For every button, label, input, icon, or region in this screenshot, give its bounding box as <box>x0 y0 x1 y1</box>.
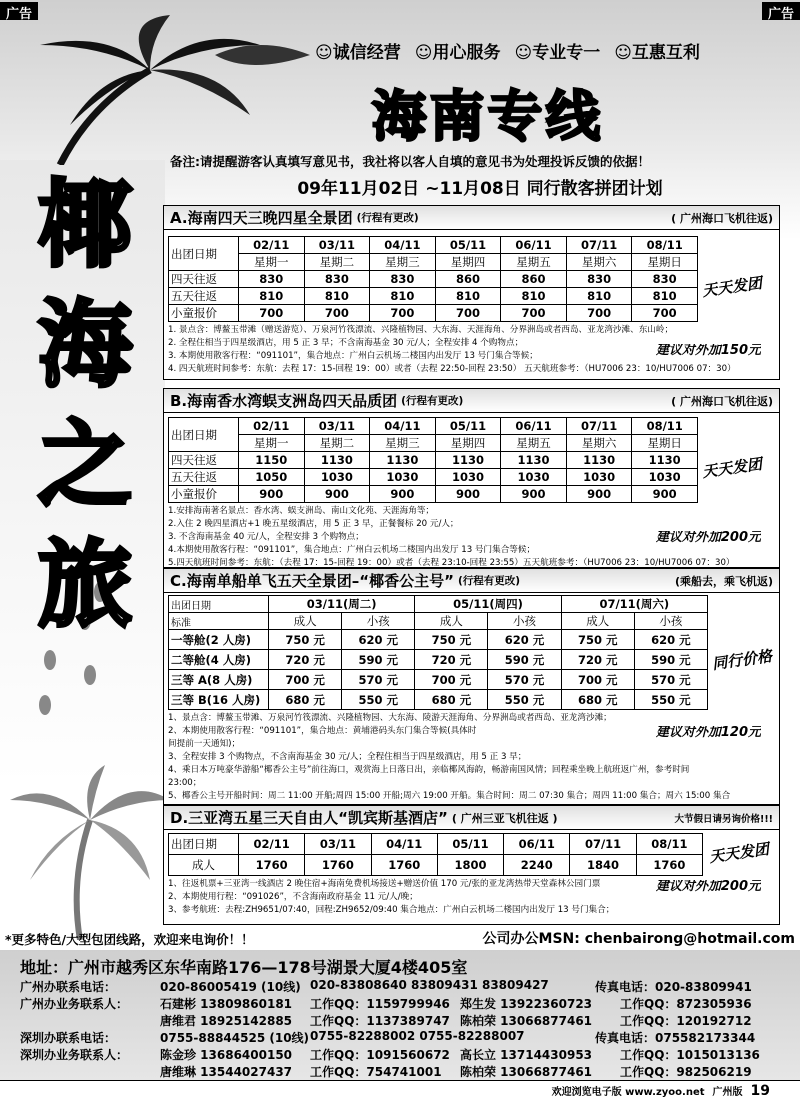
section-b-table <box>168 417 698 503</box>
note-line: 3、参考航班：去程:ZH9651/07:40，回程:ZH9652/09:40 集合地点：广州白云机场二楼国内出发厅 13 号门集合； <box>168 905 615 915</box>
date-cell: 05/11 <box>437 834 503 855</box>
date-cell: 04/11 <box>370 418 436 435</box>
contact-row <box>20 978 795 995</box>
price-cell: 680 元 <box>561 690 634 710</box>
date-cell: 05/11 <box>435 237 501 254</box>
contact-label: 深圳办业务联系人： <box>20 1048 129 1062</box>
contact-person: 陈金珍 13686400150 <box>160 1048 293 1062</box>
slogan-3: ☺专业专一 <box>514 43 601 63</box>
contact-phone: 020-86005419 (10线) <box>160 980 301 994</box>
price-cell: 1030 <box>501 469 567 486</box>
section-c-name: C.海南单船单飞五天全景团–“椰香公主号” <box>170 572 454 590</box>
note-line: 间提前一天通知)； <box>168 739 241 749</box>
section-a-table <box>168 236 698 322</box>
contact-person: 陈柏荣 13066877461 <box>460 1065 593 1079</box>
row-label: 小童报价 <box>169 486 239 503</box>
contact-row <box>20 1063 795 1080</box>
contact-qq: 工作QQ：982506219 <box>620 1065 752 1079</box>
note-line: 2、本期使用行程：“091026”，不含海南政府基金 11 元/人/晚； <box>168 892 418 902</box>
price-cell: 750 元 <box>269 630 342 650</box>
date-cell: 03/11 <box>305 834 371 855</box>
section-a-update: (行程有更改) <box>356 212 419 224</box>
date-cell: 07/11 <box>566 418 632 435</box>
section-a-notes <box>164 322 779 378</box>
price-cell: 900 <box>370 486 436 503</box>
ad-label-left: 广告 <box>0 2 38 20</box>
contact-person: 郑生发 13922360723 <box>460 997 593 1011</box>
price-cell: 620 元 <box>634 630 707 650</box>
row-label: 一等舱(2 人房) <box>169 630 269 650</box>
contact-qq: 工作QQ：754741001 <box>310 1065 442 1079</box>
contact-person: 高长立 13714430953 <box>460 1048 593 1062</box>
date-cell: 02/11 <box>239 418 305 435</box>
section-d-holiday-note: 大节假日请另询价格!!! <box>674 813 773 825</box>
recommend-price: 建议对外加200元 <box>655 880 761 893</box>
date-cell: 06/11 <box>504 834 570 855</box>
weekday-cell: 星期一 <box>239 254 305 271</box>
row-label: 四天往返 <box>169 271 239 288</box>
price-cell: 1130 <box>632 452 698 469</box>
page-number: 19 <box>750 1082 770 1099</box>
note-line: 2.入住 2 晚四星酒店+1 晚五星级酒店，用 5 正 3 早，正餐餐标 20 元/人； <box>168 519 459 529</box>
note-line: 23:00； <box>168 778 202 788</box>
contact-person: 唐维君 18925142885 <box>160 1014 293 1028</box>
section-c-table <box>168 595 708 710</box>
slogan-4: ☺互惠互利 <box>614 43 700 63</box>
note-line: 3、全程安排 3 个购物点，不含南海基金 30 元/人；全程住相当于四星级酒店，用 5 正 3 早； <box>168 752 527 762</box>
price-cell: 900 <box>632 486 698 503</box>
price-cell: 860 <box>501 271 567 288</box>
child-label: 小孩 <box>342 613 415 630</box>
weekday-cell: 星期二 <box>304 254 370 271</box>
price-cell: 1130 <box>435 452 501 469</box>
date-cell: 03/11 <box>304 418 370 435</box>
note-line: 2、本期使用散客行程：“091101”，集合地点：黄埔港码头东门集合等候(具体时 <box>168 726 477 736</box>
slogan-1: ☺诚信经营 <box>315 43 401 63</box>
price-cell: 1050 <box>239 469 305 486</box>
recommend-price: 建议对外加150元 <box>655 344 761 357</box>
price-cell: 900 <box>501 486 567 503</box>
price-cell: 900 <box>239 486 305 503</box>
date-cell: 02/11 <box>239 237 305 254</box>
table-row <box>169 288 698 305</box>
note-line: 3. 不含海南基金 40 元/人，全程安排 3 个购物点； <box>168 532 364 542</box>
contact-fax: 传真电话：020-83809941 <box>595 980 752 994</box>
table-row <box>169 650 708 670</box>
contact-label: 广州办联系电话： <box>20 980 117 994</box>
notice: 备注:请提醒游客认真填写意见书，我社将以客人自填的意见书为处理投诉反馈的依据！ <box>170 154 651 169</box>
palm-tree-top-icon <box>0 15 330 165</box>
note-line: 1. 景点含：博鳌玉带滩（赠送游览）、万泉河竹筏漂流、兴隆植物园、大东海、天涯海角、分界洲岛或者西岛、亚龙湾沙滩、东山岭； <box>168 325 674 335</box>
table-row <box>169 305 698 322</box>
note-line: 2. 全程住相当于四星级酒店，用 5 正 3 早；不含南海基金 30 元/人；全程安排 4 个购物点； <box>168 338 524 348</box>
weekday-cell: 星期日 <box>632 435 698 452</box>
vertical-title-2: 海 <box>37 290 132 400</box>
table-row <box>169 670 708 690</box>
date-cell: 04/11 <box>370 237 436 254</box>
date-cell: 07/11 <box>566 237 632 254</box>
recommend-price: 建议对外加120元 <box>655 726 761 739</box>
row-label: 五天往返 <box>169 288 239 305</box>
price-cell: 810 <box>239 288 305 305</box>
price-cell: 700 <box>566 305 632 322</box>
contact-fax: 传真电话：075582173344 <box>595 1031 756 1045</box>
contact-label <box>20 1063 160 1080</box>
date-cell: 06/11 <box>501 418 567 435</box>
price-cell: 830 <box>370 271 436 288</box>
date-cell: 03/11 <box>304 237 370 254</box>
price-cell: 1130 <box>501 452 567 469</box>
section-d-name: D.三亚湾五星三天自由人“凯宾斯基酒店” <box>170 809 448 827</box>
price-cell: 1840 <box>570 855 636 876</box>
date-cell: 04/11 <box>371 834 437 855</box>
contact-row <box>20 1029 795 1046</box>
date-cell: 05/11 <box>435 418 501 435</box>
note-line: 3. 本期使用散客行程：“091101”，集合地点：广州白云机场二楼国内出发厅 13 号门集合等候； <box>168 351 538 361</box>
price-cell: 570 元 <box>342 670 415 690</box>
head-top: 出团日期 <box>169 596 269 613</box>
price-cell: 590 元 <box>634 650 707 670</box>
daily-departure-label: 天天发团 <box>708 839 771 867</box>
price-cell: 810 <box>501 288 567 305</box>
section-b-name: B.海南香水湾蜈支洲岛四天品质团 <box>170 392 398 410</box>
contact-qq: 工作QQ：1091560672 <box>310 1048 450 1062</box>
note-line: 4.本期使用散客行程：“091101”，集合地点：广州白云机场二楼国内出发厅 13 号门集合等候； <box>168 545 536 555</box>
price-cell: 860 <box>435 271 501 288</box>
price-cell: 900 <box>435 486 501 503</box>
contact-phone: 020-83808640 83809431 83809427 <box>310 978 549 992</box>
row-label: 三等 A(8 人房) <box>169 670 269 690</box>
price-cell: 810 <box>304 288 370 305</box>
section-b-header <box>164 389 779 413</box>
section-d-table <box>168 833 703 876</box>
ad-label-right: 广告 <box>762 2 800 20</box>
price-cell: 550 元 <box>634 690 707 710</box>
row-label: 成人 <box>169 855 239 876</box>
contact-label: 广州办业务联系人： <box>20 997 129 1011</box>
contact-label <box>20 1012 160 1029</box>
price-cell: 720 元 <box>415 650 488 670</box>
table-row <box>169 630 708 650</box>
section-c-update: (行程有更改) <box>457 575 521 587</box>
price-cell: 570 元 <box>634 670 707 690</box>
child-label: 小孩 <box>634 613 707 630</box>
section-c-route: (乘船去，乘飞机返) <box>674 574 773 588</box>
row-label: 五天往返 <box>169 469 239 486</box>
table-row <box>169 486 698 503</box>
table-row <box>169 271 698 288</box>
price-cell: 1800 <box>437 855 503 876</box>
note-line: 1、景点含：博鳌玉带滩、万泉河竹筏漂流、兴隆植物园、大东海、陵游天涯海角、分界洲岛或者西岛、亚龙湾沙滩； <box>168 713 612 723</box>
price-cell: 620 元 <box>342 630 415 650</box>
page-footer <box>0 1080 800 1100</box>
weekday-cell: 星期四 <box>435 254 501 271</box>
price-cell: 700 <box>370 305 436 322</box>
palm-tree-bottom-icon <box>10 760 170 940</box>
subtitle: 09年11月02日 ~11月08日 同行散客拼团计划 <box>297 179 663 199</box>
note-line: 5、椰香公主号开船时间：周二 11:00 开船;周四 15:00 开船;周六 19:00 开船。集合时间：周二 07:30 集合；周四 11:00 集合；周六 15:00 集合 <box>168 791 731 801</box>
adult-label: 成人 <box>561 613 634 630</box>
contact-row <box>20 1046 795 1063</box>
contact-row <box>20 995 795 1012</box>
adult-label: 成人 <box>269 613 342 630</box>
child-label: 小孩 <box>488 613 561 630</box>
date-cell: 07/11 <box>570 834 636 855</box>
price-cell: 810 <box>632 288 698 305</box>
note-line: 4、乘日本万吨豪华游船“椰香公主号”前往海口，观赏海上日落日出，亲临椰风海韵，畅游南国风情；回程乘坐晚上航班返广州，参考时间 <box>168 765 690 775</box>
head-label: 出团日期 <box>169 418 239 452</box>
price-cell: 700 <box>304 305 370 322</box>
contact-phone: 0755-88844525 (10线) <box>160 1031 310 1045</box>
table-row <box>169 690 708 710</box>
weekday-cell: 星期三 <box>370 435 436 452</box>
price-cell: 830 <box>239 271 305 288</box>
price-cell: 700 <box>501 305 567 322</box>
row-label: 三等 B(16 人房) <box>169 690 269 710</box>
price-cell: 900 <box>566 486 632 503</box>
price-cell: 1760 <box>305 855 371 876</box>
weekday-cell: 星期四 <box>435 435 501 452</box>
price-cell: 810 <box>566 288 632 305</box>
price-cell: 720 元 <box>269 650 342 670</box>
head-bottom: 标准 <box>169 613 269 630</box>
price-cell: 1130 <box>304 452 370 469</box>
contact-label: 深圳办联系电话： <box>20 1031 117 1045</box>
contact-qq: 工作QQ：1015013136 <box>620 1048 760 1062</box>
price-cell: 1130 <box>370 452 436 469</box>
vertical-title-4: 旅 <box>37 530 132 640</box>
section-b-route: ( 广州海口飞机往返) <box>671 394 773 408</box>
price-cell: 830 <box>566 271 632 288</box>
price-cell: 700 <box>632 305 698 322</box>
head-label: 出团日期 <box>169 237 239 271</box>
weekday-cell: 星期五 <box>501 435 567 452</box>
vertical-title-3: 之 <box>37 410 132 520</box>
section-a-route: ( 广州海口飞机往返) <box>671 211 773 225</box>
daily-departure-label: 天天发团 <box>701 273 764 301</box>
footer-edition: 广州版 <box>712 1087 743 1098</box>
price-cell: 1760 <box>239 855 305 876</box>
weekday-cell: 星期六 <box>566 435 632 452</box>
contact-qq: 工作QQ：1137389747 <box>310 1014 450 1028</box>
more-routes-note: *更多特色/大型包团线路，欢迎来电询价！！ <box>5 932 254 947</box>
section-c <box>163 568 780 805</box>
price-cell: 590 元 <box>342 650 415 670</box>
page-title: 海南专线 <box>372 85 604 148</box>
weekday-cell: 星期三 <box>370 254 436 271</box>
row-label: 四天往返 <box>169 452 239 469</box>
price-cell: 700 元 <box>269 670 342 690</box>
contact-person: 陈柏荣 13066877461 <box>460 1014 593 1028</box>
contact-person: 石建彬 13809860181 <box>160 997 293 1011</box>
date-cell: 02/11 <box>239 834 305 855</box>
contact-row <box>20 1012 795 1029</box>
price-cell: 1030 <box>435 469 501 486</box>
slogan-2: ☺用心服务 <box>414 43 501 63</box>
date-cell: 08/11 <box>632 418 698 435</box>
price-cell: 810 <box>435 288 501 305</box>
date-cell: 08/11 <box>636 834 702 855</box>
price-cell: 620 元 <box>488 630 561 650</box>
weekday-cell: 星期六 <box>566 254 632 271</box>
contact-qq: 工作QQ：1159799946 <box>310 997 450 1011</box>
price-cell: 700 元 <box>561 670 634 690</box>
table-row <box>169 469 698 486</box>
price-cell: 750 元 <box>415 630 488 650</box>
contact-qq: 工作QQ：872305936 <box>620 997 752 1011</box>
row-label: 小童报价 <box>169 305 239 322</box>
price-cell: 1030 <box>632 469 698 486</box>
note-line: 4. 四天航班时间参考：东航：去程 17：15-回程 19：00）或者（去程 22:50-回程 23:50） 五天航班参考：（HU7006 23：10/HU7006 07：30） <box>168 364 736 374</box>
price-cell: 570 元 <box>488 670 561 690</box>
note-line: 1、往返机票+三亚湾一线酒店 2 晚住宿+海南免费机场接送+赠送价值 170 元/张的亚龙湾热带天堂森林公园门票 <box>168 879 601 889</box>
weekday-cell: 星期二 <box>304 435 370 452</box>
section-c-header <box>164 569 779 593</box>
price-cell: 1760 <box>636 855 702 876</box>
price-cell: 900 <box>304 486 370 503</box>
price-cell: 1130 <box>566 452 632 469</box>
table-row <box>169 452 698 469</box>
price-cell: 680 元 <box>415 690 488 710</box>
section-c-notes <box>164 710 779 805</box>
date-cell: 07/11(周六) <box>561 596 707 613</box>
price-cell: 550 元 <box>342 690 415 710</box>
recommend-price: 建议对外加200元 <box>655 531 761 544</box>
vertical-title-1: 椰 <box>37 170 132 280</box>
note-line: 1.安排海南著名景点：香水湾、蜈支洲岛、南山文化苑、天涯海角等； <box>168 506 435 516</box>
price-cell: 810 <box>370 288 436 305</box>
section-a <box>163 205 780 380</box>
price-cell: 590 元 <box>488 650 561 670</box>
section-d-route: ( 广州三亚飞机往返 ) <box>451 811 558 825</box>
section-d <box>163 805 780 925</box>
date-cell: 03/11(周二) <box>269 596 415 613</box>
section-b-notes <box>164 503 779 572</box>
price-cell: 1030 <box>304 469 370 486</box>
price-cell: 830 <box>304 271 370 288</box>
section-a-name: A.海南四天三晚四星全景团 <box>170 209 353 227</box>
section-b-update: (行程有更改) <box>401 395 464 407</box>
price-cell: 700 <box>239 305 305 322</box>
section-d-header <box>164 806 779 830</box>
company-msn: 公司办公MSN: chenbairong@hotmail.com <box>482 931 795 947</box>
weekday-cell: 星期一 <box>239 435 305 452</box>
address: 地址：广州市越秀区东华南路176—178号湖景大厦4楼405室 <box>20 958 468 977</box>
price-cell: 720 元 <box>561 650 634 670</box>
contact-phone: 0755-82288002 0755-82288007 <box>310 1029 525 1043</box>
slogans <box>315 38 795 64</box>
contact-qq: 工作QQ：120192712 <box>620 1014 752 1028</box>
weekday-cell: 星期日 <box>632 254 698 271</box>
date-cell: 08/11 <box>632 237 698 254</box>
date-cell: 06/11 <box>501 237 567 254</box>
price-cell: 680 元 <box>269 690 342 710</box>
contact-person: 唐维琳 13544027437 <box>160 1065 293 1079</box>
section-a-header <box>164 206 779 230</box>
price-cell: 1760 <box>371 855 437 876</box>
price-cell: 2240 <box>504 855 570 876</box>
price-cell: 750 元 <box>561 630 634 650</box>
note-line: 5.四天航班时间参考：东航：（去程 17：15-回程 19：00）或者（去程 23:10-回程 23:55）五天航班参考：（HU7006 23：10/HU7006 07：30） <box>168 558 735 568</box>
section-b <box>163 388 780 568</box>
row-label: 二等舱(4 人房) <box>169 650 269 670</box>
price-cell: 700 元 <box>415 670 488 690</box>
price-cell: 1150 <box>239 452 305 469</box>
price-cell: 1030 <box>370 469 436 486</box>
peer-price-label: 同行价格 <box>711 646 774 674</box>
price-cell: 1030 <box>566 469 632 486</box>
weekday-cell: 星期五 <box>501 254 567 271</box>
daily-departure-label: 天天发团 <box>701 454 764 482</box>
head-label: 出团日期 <box>169 834 239 855</box>
section-d-notes <box>164 876 779 919</box>
date-cell: 05/11(周四) <box>415 596 561 613</box>
footer-website: 欢迎浏览电子版 www.zyoo.net <box>551 1087 705 1098</box>
price-cell: 550 元 <box>488 690 561 710</box>
table-row <box>169 855 703 876</box>
price-cell: 700 <box>435 305 501 322</box>
adult-label: 成人 <box>415 613 488 630</box>
price-cell: 830 <box>632 271 698 288</box>
